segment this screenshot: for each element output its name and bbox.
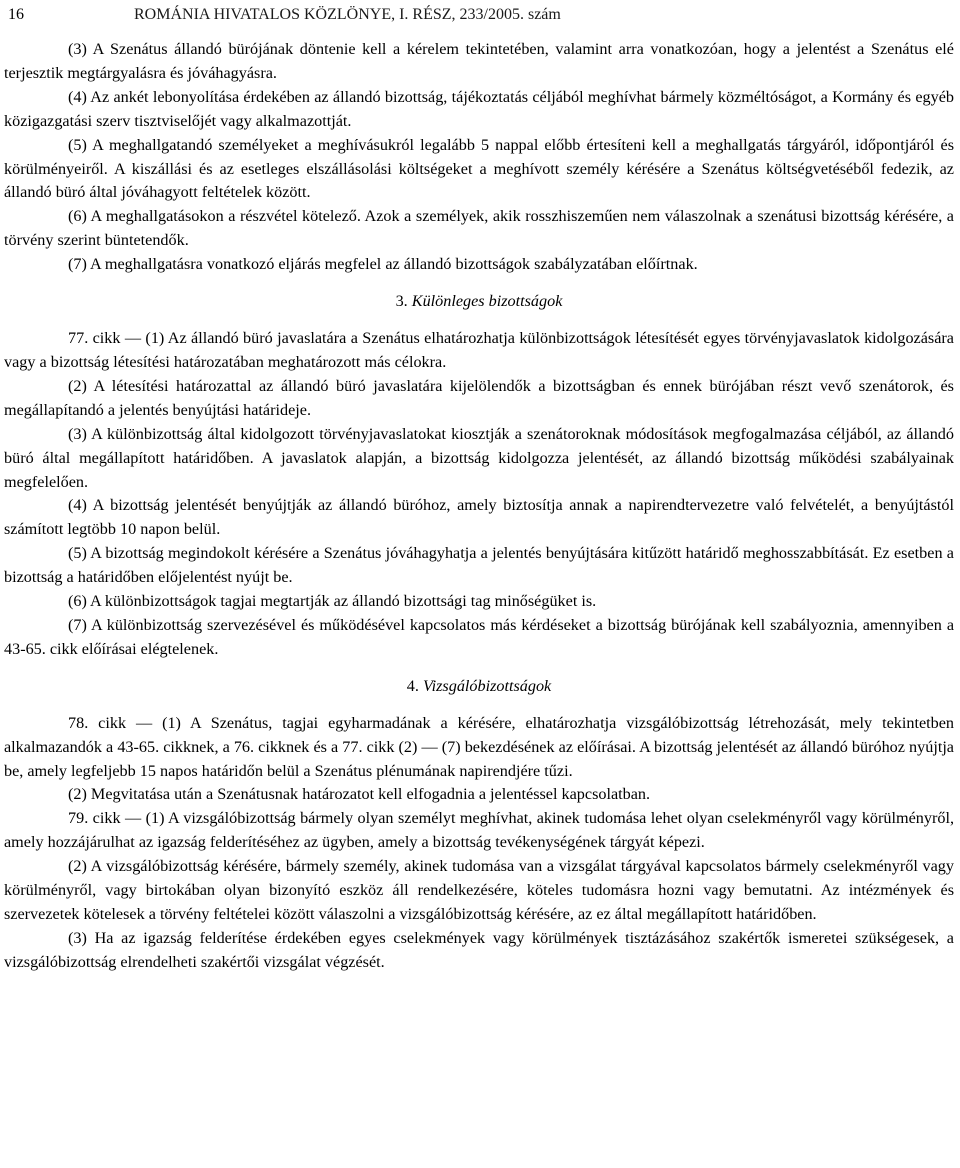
paragraph: (2) Megvitatása után a Szenátusnak határozatot kell elfogadnia a jelentéssel kapcsolatban. [68,785,651,804]
paragraph: 78. cikk — (1) A Szenátus, tagjai egyharmadának a kérésére, elhatározhatja vizsgálóbizottság létrehozását, mely tekintetben alkalmazandók a 43-65. cikknek, a 76. cikknek és a 77. cikk (2) — (7) bekezdésének az előírásai. A bizottság jelentését az állandó büróhoz nyújtja be, amely legfeljebb 15 napos határidőn belül a Szenátus plénumának napirendjére tűzi. [4,713,954,780]
section-heading-4 [4,674,954,698]
paragraph: (7) A meghallgatásra vonatkozó eljárás megfelel az állandó bizottságok szabályzatában előírtnak. [68,255,698,274]
paragraph: 77. cikk — (1) Az állandó büró javaslatára a Szenátus elhatározhatja különbizottságok létesítését egyes törvényjavaslatok kidolgozására vagy a bizottság létesítési határozatában meghatározott más célokra. [4,329,954,371]
section-name: Különleges bizottságok [411,292,563,311]
paragraph: (5) A meghallgatandó személyeket a meghívásukról legalább 5 nappal előbb értesíteni kell a meghallgatás tárgyáról, időpontjáról és körülményeiről. A kiszállási és az esetleges elszállásolási költségeket a meghívott személy kérésére a Szenátus költségvetéséből fedezik, az állandó büró által jóváhagyott feltételek között. [4,135,954,202]
paragraph: 79. cikk — (1) A vizsgálóbizottság bármely olyan személyt meghívhat, akinek tudomása lehet olyan cselekményről vagy körülményről, amely hozzájárulhat az igazság felderítéséhez az ügyben, amely a bizottság tevékenységének tárgyát képezi. [4,809,954,852]
paragraph: (4) Az ankét lebonyolítása érdekében az állandó bizottság, tájékoztatás céljából meghívhat bármely közméltóságot, a Kormány és egyéb közigazgatási szerv tisztviselőjét vagy alkalmazottját. [4,87,954,130]
paragraph: (3) Ha az igazság felderítése érdekében egyes cselekmények vagy körülmények tisztázásához szakértők ismeretei szükségesek, a vizsgálóbizottság elrendelheti szakértői vizsgálat végzését. [4,928,954,971]
paragraph: (7) A különbizottság szervezésével és működésével kapcsolatos más kérdéseket a bizottság bürójának kell szabályoznia, amennyiben a 43-65. cikk előírásai elégtelenek. [4,615,954,658]
paragraph: (3) A különbizottság által kidolgozott törvényjavaslatokat kiosztják a szenátoroknak módosítások megfogalmazása céljából, az állandó büró által megállapított határidőben. A javaslatok alapján, a bizottság kidolgozza jelentését, az állandó bizottság működési szabályainak megfelelően. [4,424,954,491]
paragraph: (6) A különbizottságok tagjai megtartják az állandó bizottsági tag minőségüket is. [68,592,597,611]
page-body [4,38,954,975]
section-name: Vizsgálóbizottságok [422,676,552,695]
section-heading-3 [4,289,954,313]
section-number: 3. [395,292,408,311]
paragraph: (6) A meghallgatásokon a részvétel kötelező. Azok a személyek, akik rosszhiszeműen nem válaszolnak a szenátusi bizottság kérésére, a törvény szerint büntetendők. [4,207,954,250]
paragraph: (3) A Szenátus állandó bürójának döntenie kell a kérelem tekintetében, valamint arra vonatkozóan, hogy a jelentést a Szenátus elé terjesztik megtárgyalásra és jóváhagyásra. [4,40,954,82]
paragraph: (5) A bizottság megindokolt kérésére a Szenátus jóváhagyhatja a jelentés benyújtására kitűzött határidő meghosszabbítását. Ez esetben a bizottság a határidőben előjelentést nyújt be. [4,544,954,587]
paragraph: (2) A létesítési határozattal az állandó büró javaslatára kijelölendők a bizottságban és ennek bürójában részt vevő szenátorok, és megállapítandó a jelentés benyújtási határideje. [4,376,954,419]
publication-title: ROMÁNIA HIVATALOS KÖZLÖNYE, I. RÉSZ, 233/2005. szám [134,6,561,23]
page-header [8,4,954,26]
paragraph: (2) A vizsgálóbizottság kérésére, bármely személy, akinek tudomása van a vizsgálat tárgyával kapcsolatos bármely cselekményről vagy körülményről, vagy birtokában olyan bizonyító eszköz áll rendelkezésére, köteles tudomásra hozni vagy bemutatni. Az intézmények és szervezetek kötelesek a törvény feltételei között válaszolni a vizsgálóbizottság kérésére, az ez által megállapított határidőben. [4,857,954,923]
paragraph: (4) A bizottság jelentését benyújtják az állandó büróhoz, amely biztosítja annak a napirendtervezetre való felvételét, a benyújtástól számított legtöbb 10 napon belül. [4,496,954,539]
page-number: 16 [8,6,24,23]
section-number: 4. [406,676,419,695]
